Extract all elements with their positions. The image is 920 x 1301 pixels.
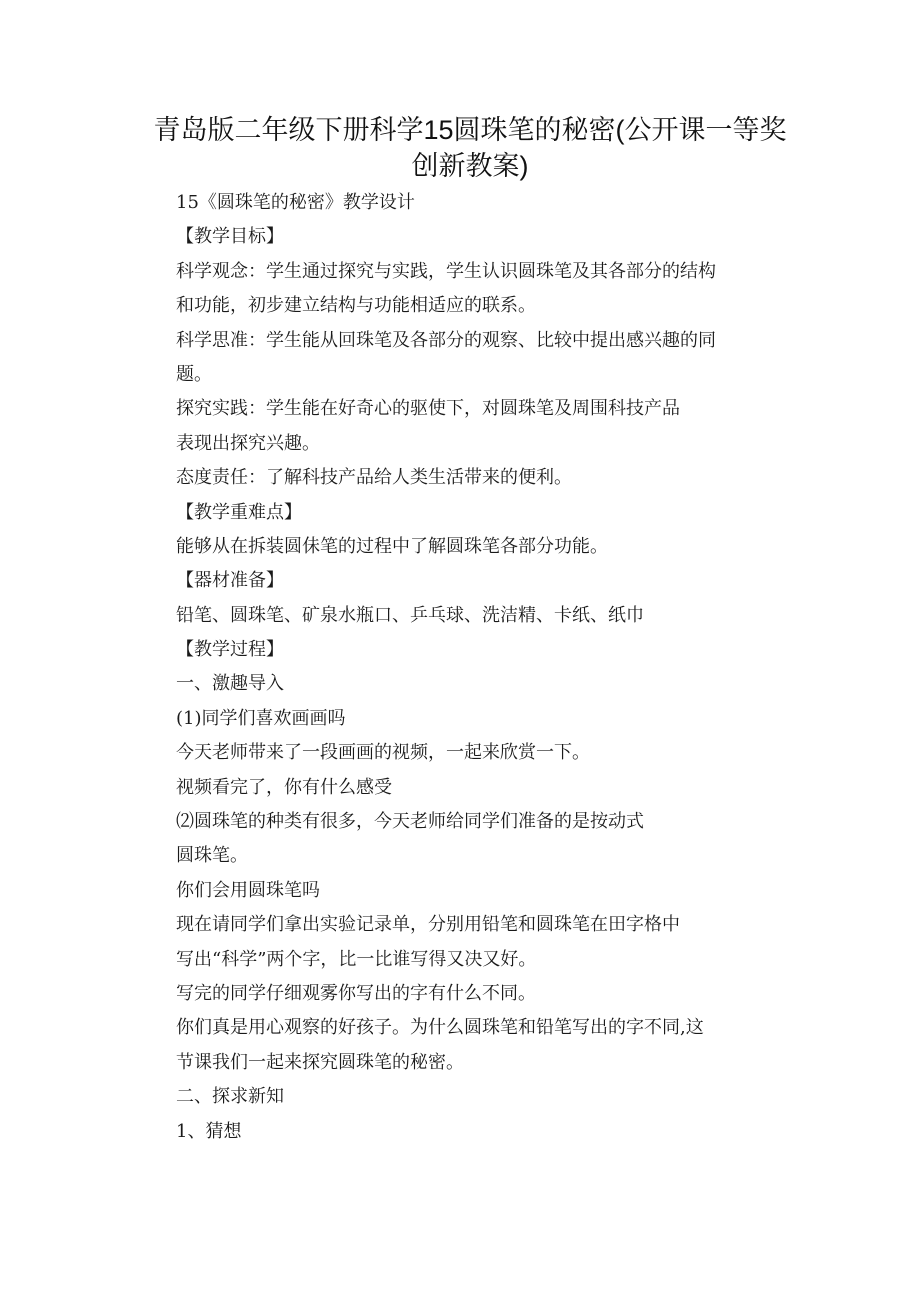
title-line-1: 青岛版二年级下册科学15圆珠笔的秘密(公开课一等奖 (153, 115, 787, 145)
paragraph-line: 能够从在拆装圆佅笔的过程中了解圆珠笔各部分功能。 (176, 535, 608, 557)
paragraph-line: 你们真是用心观察的好孩子。为什么圆珠笔和铅笔写出的字不同,这 (176, 1017, 704, 1039)
paragraph-line: 科学思准：学生能从回珠笔及各部分的观察、比较中提出感兴趣的同 (176, 329, 716, 351)
paragraph-line: 题。 (176, 363, 212, 385)
paragraph-line: 写出“科学”两个字，比一比谁写得又决又好。 (176, 948, 537, 970)
paragraph-line: 写完的同学仔细观雾你写出的字有什么不同。 (176, 982, 536, 1004)
paragraph-line: 探究实践：学生能在好奇心的驱使下，对圆珠笔及周围科技产品 (176, 398, 680, 420)
paragraph-line: 视频看完了，你有什么感受 (176, 776, 392, 798)
paragraph-line: 现在请同学们拿出实验记录单，分别用铅笔和圆珠笔在田字格中 (176, 914, 680, 936)
paragraph-line: 表现出探究兴趣。 (176, 432, 320, 454)
paragraph-line: ⑵圆珠笔的种类有很多，今天老师给同学们准备的是按动式 (176, 811, 644, 833)
paragraph-line: 圆珠笔。 (176, 845, 248, 867)
paragraph-line: (1)同学们喜欢画画吗 (176, 707, 346, 729)
subsection-heading: 二、探求新知 (176, 1086, 284, 1108)
section-heading-process: 【教学过程】 (176, 639, 284, 661)
paragraph-line: 和功能，初步建立结构与功能相适应的联系。 (176, 295, 536, 317)
subsection-heading: 一、激趣导入 (176, 673, 284, 695)
document-title (150, 112, 790, 184)
document-body (176, 186, 786, 1149)
paragraph-line: 科学观念：学生通过探究与实践，学生认识圆珠笔及其各部分的结构 (176, 260, 716, 282)
paragraph-line: 节课我们一起来探究圆珠笔的秘密。 (176, 1051, 464, 1073)
paragraph-line: 态度责任：了解科技产品给人类生活带来的便利。 (176, 467, 572, 489)
paragraph-line: 1、猜想 (176, 1120, 242, 1142)
title-line-2: 创新教案) (411, 151, 529, 181)
section-heading-key-points: 【教学重难点】 (176, 501, 302, 523)
lesson-heading: 15《圆珠笔的秘密》教学设计 (176, 192, 415, 213)
paragraph-line: 你们会用圆珠笔吗 (176, 879, 320, 901)
paragraph-line: 铅笔、圆珠笔、矿泉水瓶口、乒乓球、洗洁精、卡纸、纸巾 (176, 604, 644, 626)
paragraph-line: 今天老师带来了一段画画的视频，一起来欣赏一下。 (176, 742, 590, 764)
section-heading-materials: 【器材准备】 (176, 570, 284, 592)
section-heading-objectives: 【教学目标】 (176, 226, 284, 248)
